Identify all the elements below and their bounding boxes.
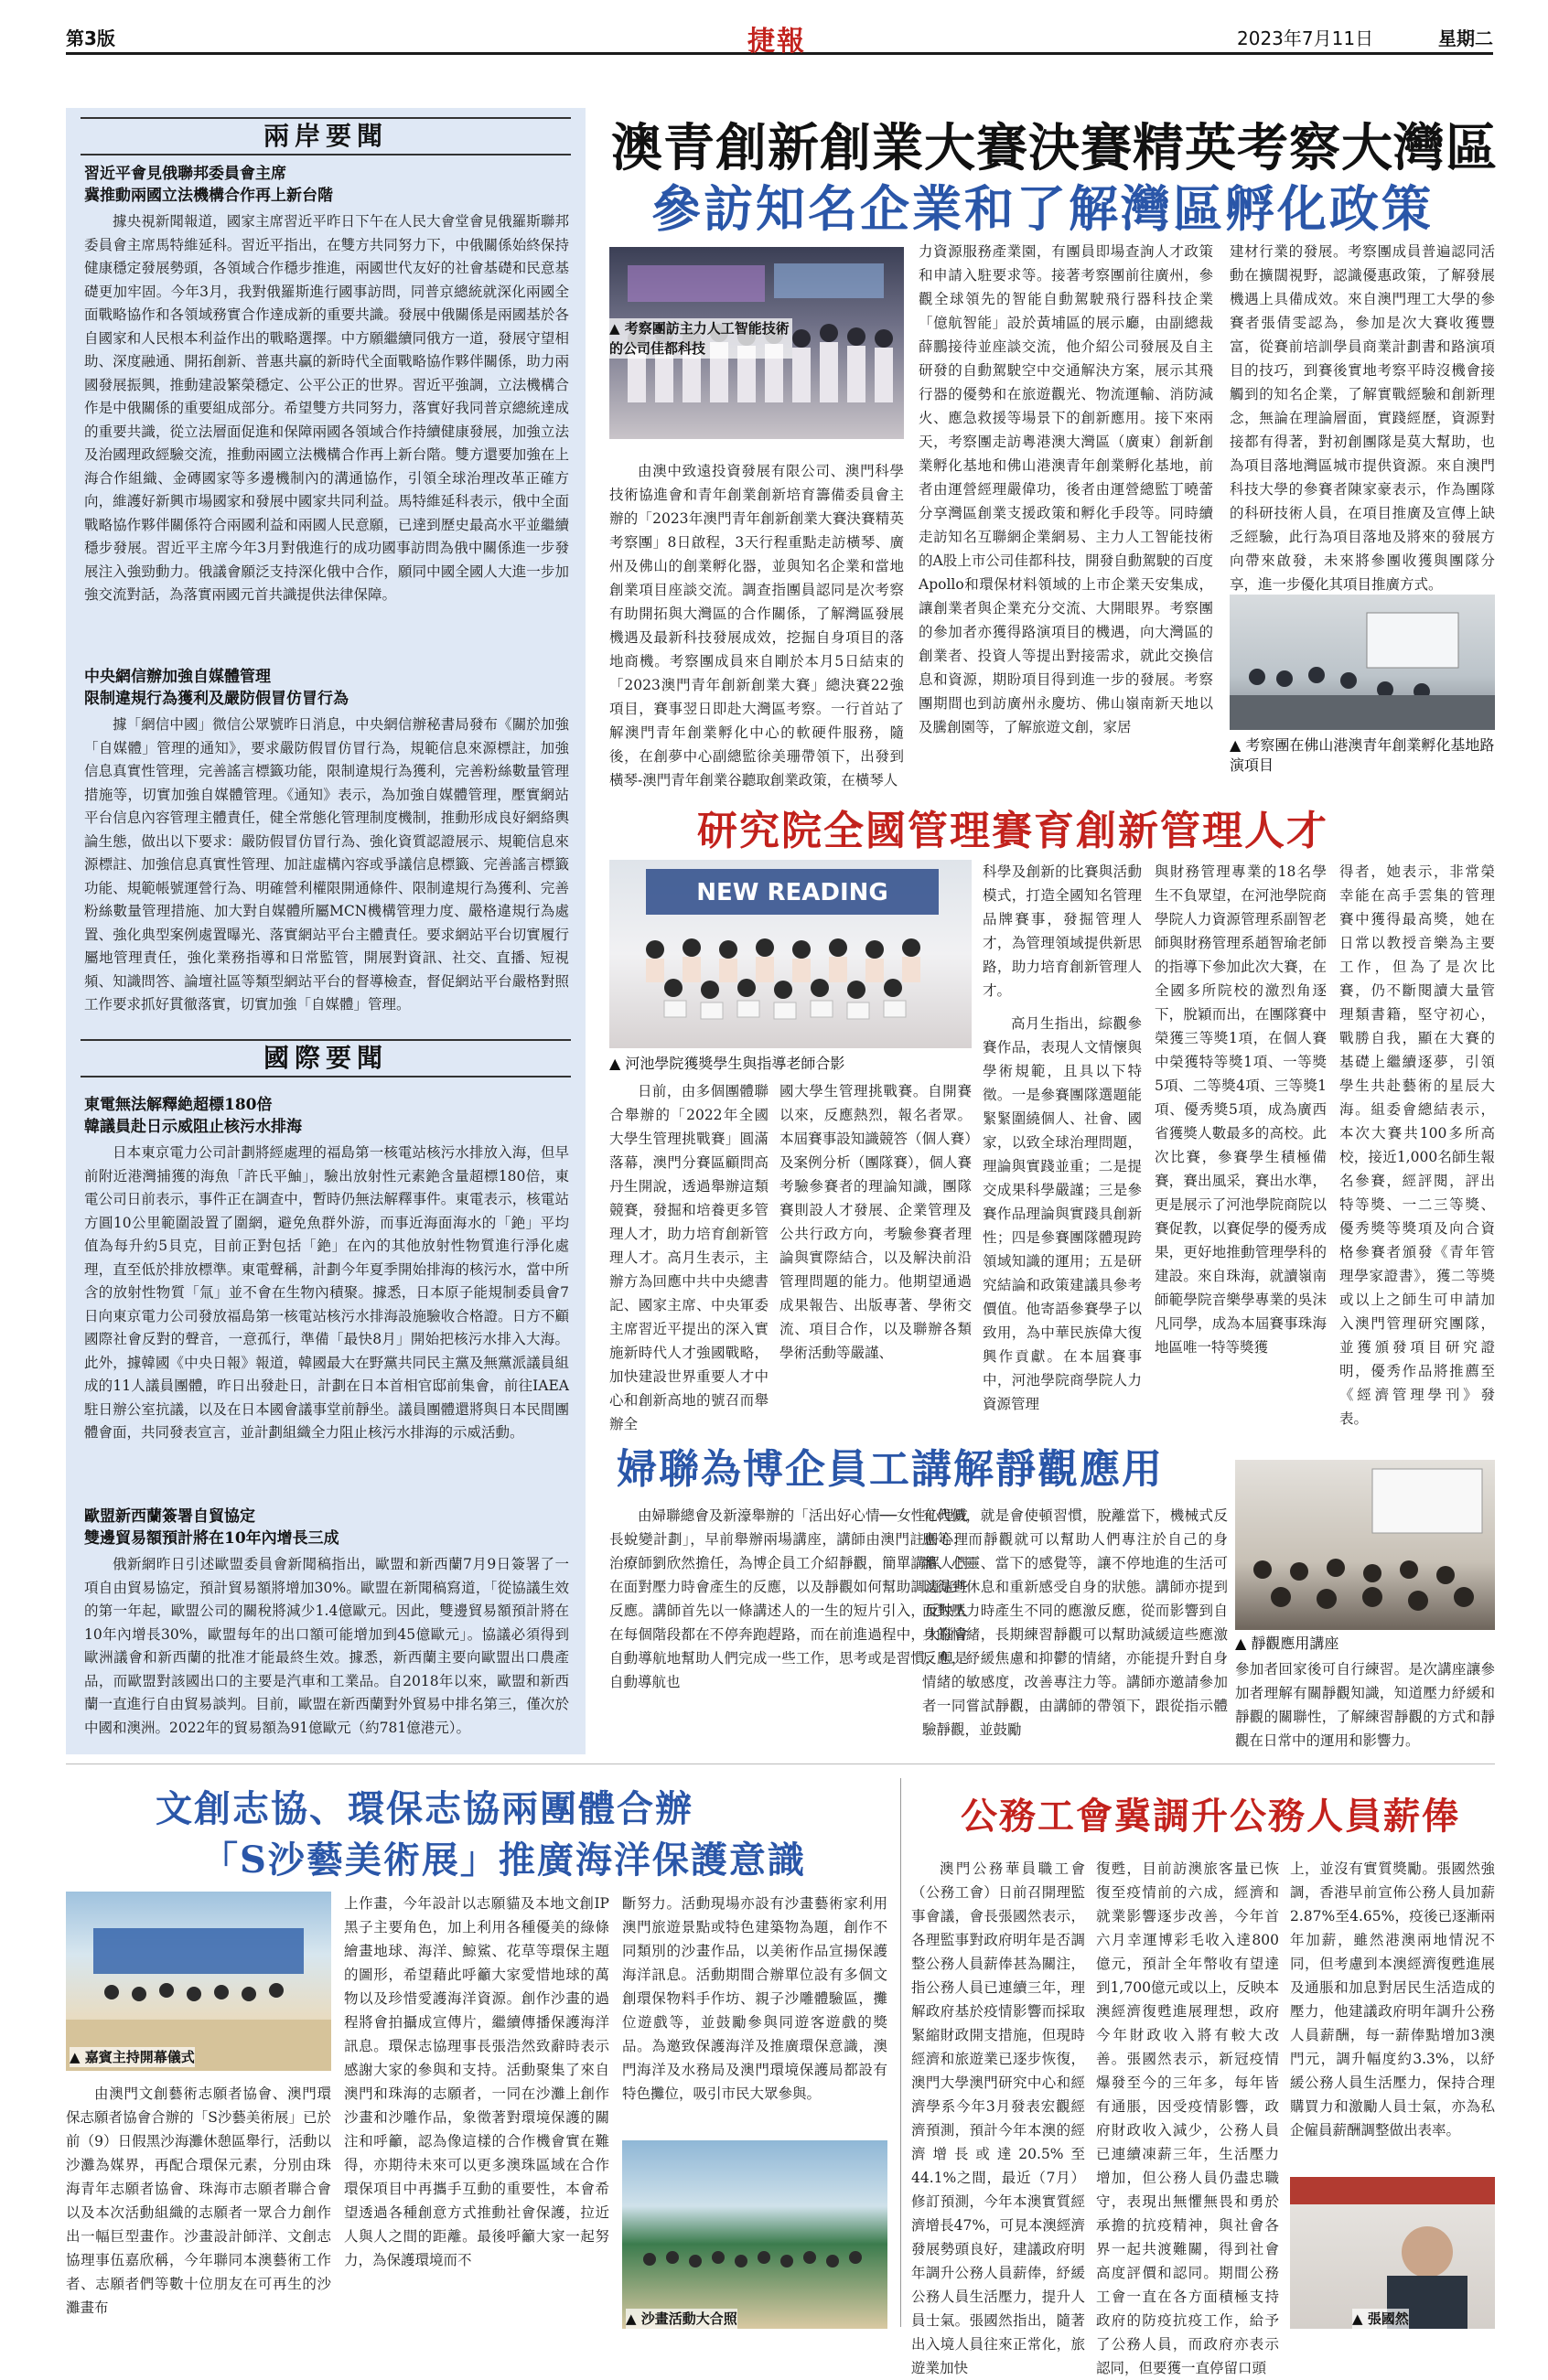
photo-graphic [66, 1892, 331, 2071]
article-main-col1: 由澳中致遠投資發展有限公司、澳門科學技術協進會和青年創業創新培育籌備委員會主辦的「2023年澳門青年創新創業大賽決賽精英考察團」8日啟程，3天行程重點走訪橫琴、廣州及佛山的創業孵化器，並與知名企業和當地創業項目座談交流。調查指團員認同是次考察有助開拓與大灣區的合作關係，了解灣區發展機遇及最新科技發展成效，挖掘自身項目的落地商機。考察團成員來自剛於本月5日結束的「2023澳門青年創新創業大賽」總決賽22強項目，賽事翌日即赴大灣區考察。一行首站了解澳門青年創業孵化中心的軟硬件服務，隨後，在創夢中心副總監徐美珊帶領下，出發到橫琴-澳門青年創業谷聽取創業政策，在橫琴人 [609, 463, 904, 788]
headline-line-1: 歐盟新西蘭簽署自貿協定 [84, 1507, 255, 1526]
photo-opening-ceremony [66, 1892, 331, 2071]
caption-delegation-visit: ▲ 考察團訪主力人工智能技術的公司佳都科技 [609, 318, 792, 359]
article-research-col1b: 日前，由多個團體聯合舉辦的「2022年全國大學生管理挑戰賽」圓滿落幕，澳門分賽區顧問高丹生開說，透過舉辦這類競賽，發掘和培養更多管理人才，助力培育創新管理人才。高月生表示，主辦方為回應中共中央總書記、國家主席、中央軍委主席習近平提出的深入實施新時代人才強國戰略，加快建設世界重要人才中心和創新高地的號召而舉辦全 [609, 1083, 769, 1432]
headline-fukushima [84, 1094, 569, 1138]
article-sand-col2: 上作畫，今年設計以志願貓及本地文創IP 黑子主要角色，加上利用各種優美的綠條繪畫地球、海洋、鯨鯊、花草等環保主題的圖形，希望藉此呼籲大家愛惜地球的萬物以及珍惜愛護海洋資源。創作沙畫的過程將會拍攝成宣傳片，繼續傳播保護海洋訊息。環保志協理事長張浩然致辭時表示感謝大家的參與和支持。活動聚集了來自澳門和珠海的志願者，一同在沙灘上創作沙畫和沙雕作品，象徵著對環境保護的關注和呼籲，認為像這樣的合作機會實在難得，亦期待未來可以更多澳珠區域在合作環保項目中再攜手互動的重要性，本會希望透過各種創意方式推動社會保護，拉近人與人之間的距離。最後呼籲大家一起努力，為保護環境而不 [344, 1895, 609, 2268]
article-womens-col1: 由婦聯總會及新濠舉辦的「活出好心情──女性心理成長蛻變計劃」，早前舉辦兩場講座，講師由澳門註冊心理治療師劉欣然擔任，為博企員工介紹靜觀，簡單講解人們在面對壓力時會產生的反應，以及靜觀如何幫助調適這些反應。講師首先以一條講述人的一生的短片引入，反映人在每個階段都在不停奔跑趕路，而在前進過程中，大腦會自動導航地幫助人們完成一些工作，思考或是習慣，但是自動導航也 [609, 1507, 968, 1690]
article-research-col1a: 科學及創新的比賽與活動模式，打造全國知名管理品牌賽事，發掘管理人才，為管理領域提供新思路，助力培育創新管理人才。 [983, 863, 1142, 999]
article-union-col3: 上，並沒有實質獎勵。張國然強調，香港早前宣佈公務人員加薪2.87%至4.65%，疫後已逐漸兩年加薪，雖然港澳兩地情況不同，但考慮到本澳經濟復甦進展及通脹和加息對居民生活造成的壓力，他建議政府明年調升公務人員薪酬，每一薪俸點增加3澳門元，調升幅度約3.3%，以紓緩公務人員生活壓力，保持合理購買力和激勵人員士氣，亦為私企僱員薪酬調整做出表率。 [1290, 1860, 1495, 2139]
page-number: 第3版 [66, 27, 115, 49]
headline-sand-art-line2: 「S沙藝美術展」推廣海洋保護意識 [201, 1839, 806, 1881]
photo-graphic [1230, 595, 1495, 730]
main-subheadline: 參訪知名企業和了解灣區孵化政策 [651, 179, 1434, 238]
photo-award-group [609, 860, 972, 1048]
caption-roadshow: ▲ 考察團在佛山港澳青年創業孵化基地路演項目 [1230, 736, 1495, 774]
article-sand-col1: 由澳門文創藝術志願者協會、澳門環保志願者協會合辦的「S沙藝美術展」已於前（9）日假黑沙海灘休憩區舉行，活動以沙灘為媒界，再配合環保元素，分別由珠海青年志願者協會、珠海市志願者聯合會以及本次活動組織的志願者一眾合力創作出一幅巨型畫作。沙畫設計師洋、文創志協理事伍嘉欣稱，今年聯同本澳藝術工作者、志願者們等數十位朋友在可再生的沙灘畫布 [66, 2085, 331, 2316]
photo-graphic [622, 2140, 887, 2329]
headline-research-institute: 研究院全國管理賽育創新管理人才 [697, 808, 1328, 854]
photo-portrait [1290, 2177, 1495, 2329]
masthead: 捷報 [747, 26, 806, 58]
article-research-col2b: 國大學生管理挑戰賽。自開賽以來，反應熱烈，報名者眾。本屆賽事設知識競答（個人賽）及案例分析（團隊賽），個人賽考驗參賽者的理論知識，團隊賽則設人才發展、企業管理及公共行政方向，考驗參賽者理論與實際結合，以及解決前沿管理問題的能力。他期望通過成果報告、出版專著、學術交流、項目合作，以及聯辦各類學術活動等嚴謹、 [779, 1083, 972, 1361]
article-main-col3: 建材行業的發展。考察團成員普遍認同活動在擴闊視野，認識優惠政策，了解發展機遇上具備成效。來自澳門理工大學的參賽者張倩雯認為，參加是次大賽收獲豐富，從賽前培訓學員商業計劃書和路演項目的技巧，到賽後實地考察平時沒機會接觸到的知名企業，了解實戰經驗和創新理念，無論在理論層面，實踐經歷，資源對接都有得著，對初創團隊是莫大幫助，也為項目落地灣區城市提供資源。來自澳門科技大學的參賽者陳家豪表示，作為團隊的科研技術人員，在項目推廣及宣傳上缺乏經驗，此行為項目落地及將來的發展方向帶來啟發，未來將參團收獲與團隊分享，進一步優化其項目推廣方式。 [1230, 243, 1495, 593]
issue-weekday: 星期二 [1438, 27, 1493, 49]
article-self-media: 據「網信中國」微信公眾號昨日消息，中央網信辦秘書局發布《關於加強「自媒體」管理的通知》，要求嚴防假冒仿冒行為，規範信息來源標註，加強信息真實性管理，完善謠言標籤功能，限制違規行為獲利，完善粉絲數量管理措施等，切實加強自媒體管理。《通知》表示，為加強自媒體管理，壓實網站平台信息內容管理主體責任，健全常態化管理制度機制，推動形成良好網絡輿論生態，做出以下要求：嚴防假冒仿冒行為、強化資質認證展示、規範信息來源標註、加強信息真實性管理、加註虛構內容或爭議信息標籤、完善謠言標籤功能、規範帳號運營行為、明確營利權限開通條件、限制違規行為獲利、完善粉絲數量管理措施、加大對自媒體所屬MCN機構管理力度、嚴格違規行為處置、強化典型案例處置曝光、落實網站平台主體責任。要求網站平台切實履行屬地管理責任，強化業務指導和日常監管，開展對資訊、社交、直播、短視頻、知識問答、論壇社區等類型網站平台的督導檢查，督促網站平台嚴格對照工作要求抓好貫徹落實，切實加強「自媒體」管理。 [84, 716, 569, 1013]
caption-opening-ceremony: ▲ 嘉賓主持開幕儀式 [70, 2049, 195, 2065]
article-womens-col3: 參加者回家後可自行練習。是次講座讓參加者理解有關靜觀知識，知道壓力紓緩和靜觀的關聯性，了解練習靜觀的方式和靜觀在日常中的運用和影響力。 [1235, 1661, 1495, 1749]
headline-sand-art-line1: 文創志協、環保志協兩團體合辦 [156, 1787, 693, 1830]
photo-graphic [1235, 1460, 1495, 1630]
article-union-col2: 復甦，目前訪澳旅客量已恢復至疫情前的六成，經濟和就業影響逐步改善，今年首六月幸運博彩毛收入達800億元，預計全年幣收有望達到1,700億元或以上，反映本澳經濟復甦進展理想，政府今年財政收入將有較大改善。張國然表示，新冠疫情爆發至今的三年多，每年皆有通脹，因受疫情影響，政府財政收入減少，公務人員已連續凍薪三年，生活壓力增加，但公務人員仍盡忠職守，表現出無懼無畏和勇於承擔的抗疫精神，與社會各界一起共渡難關，得到社會高度評價和認同。期間公務工會一直在各方面積極支持政府的防疫抗疫工作，給予了公務人員，而政府亦表示認同，但要獲一直停留口頭 [1096, 1860, 1279, 2376]
svg-text:NEW READING: NEW READING [696, 879, 888, 906]
caption-sand-art-group: ▲ 沙畫活動大合照 [626, 2310, 737, 2327]
article-union-col1: 澳門公務華員職工會（公務工會）日前召開理監事會議，會長張國然表示，各理監事對政府明年是否調整公務人員薪俸甚為關注，指公務人員已連續三年，理解政府基於疫情影響而採取緊縮財政開支措施，但現時經濟和旅遊業已逐步恢復，澳門大學澳門研究中心和經濟學系今年3月發表宏觀經濟預測，預計今年本澳的經濟增長或達20.5%至44.1%之間，最近（7月）修訂預測，今年本澳實質經濟增長47%，可見本澳經濟發展勢頭良好，建議政府明年調升公務人員薪俸，紓緩公務人員生活壓力，提升人員士氣。張國然指出，隨著出入境人員往來正常化，旅遊業加快 [911, 1860, 1085, 2376]
issue-date: 2023年7月11日 [1237, 27, 1374, 49]
headline-line-2: 韓議員赴日示威阻止核污水排海 [84, 1118, 302, 1136]
section-title-international: 國際要聞 [81, 1039, 571, 1077]
headline-line-2: 冀推動兩國立法機構合作再上新台階 [84, 187, 333, 205]
caption-award-group: ▲ 河池學院獲獎學生與指導老師合影 [609, 1055, 845, 1072]
photo-mindfulness-talk [1235, 1460, 1495, 1630]
photo-sand-art-group [622, 2140, 887, 2329]
page-header [66, 18, 1493, 58]
caption-portrait: ▲ 張國然 [1352, 2310, 1409, 2327]
headline-line-1: 習近平會見俄聯邦委員會主席 [84, 165, 286, 183]
main-headline: 澳青創新創業大賽決賽精英考察大灣區 [611, 118, 1498, 178]
article-research-col2a: 高月生指出，綜觀參賽作品，表現人文情懷與學術規範，且具以下特徵。一是參賽團隊選題能緊緊圍繞個人、社會、國家，以致全球治理問題，理論與實踐並重；二是提交成果科學嚴謹；三是參賽作品理論與實踐具創新性；四是參賽團隊體現跨領域知識的運用；五是研究結論和政策建議具參考價值。他寄語參賽學子以致用，為中華民族偉大復興作貢獻。在本屆賽事中，河池學院商學院人力資源管理 [983, 1015, 1142, 1412]
headline-line-1: 東電無法解釋絶超標180倍 [84, 1096, 273, 1114]
headline-line-2: 雙邊貿易額預計將在10年內增長三成 [84, 1529, 339, 1548]
column-divider [900, 1778, 901, 2327]
section-title-cross-strait: 兩岸要聞 [81, 117, 571, 155]
headline-line-2: 限制違規行為獲利及嚴防假冒仿冒行為 [84, 690, 349, 708]
photo-graphic [1290, 2177, 1495, 2329]
article-sand-col3: 斷努力。活動現場亦設有沙畫藝術家利用澳門旅遊景點或特色建築物為題，創作不同類別的沙畫作品，以美術作品宣揚保護海洋訊息。活動期間合辦單位設有多個文創環保物料手作坊、親子沙雕體驗區，攤位遊戲等，並鼓勵參與同遊客遊戲的獎品。為邀致保護海洋及推廣環保意識，澳門海洋及水務局及澳門環境保護局都設有特色攤位，吸引市民大眾參與。 [622, 1895, 887, 2102]
headline-eu-nz [84, 1506, 569, 1549]
article-fukushima: 日本東京電力公司計劃將經處理的福島第一核電站核污水排放入海，但早前附近港灣捕獲的海魚「許氏平鮋」，驗出放射性元素銫含量超標180倍，東電公司日前表示，事件正在調查中，暫時仍無法解釋事件。東電表示，核電站方圓10公里範圍設置了圍網，避免魚群外游，而事近海面海水的「銫」平均值為每升約5貝克，目前正對包括「銫」在內的其他放射性物質進行淨化處理，直至低於排放標準。東電聲稱，計劃今年夏季開始排海的核污水，當中所含的放射性物質「氚」並不會在生物內積聚。據悉，日本原子能規制委員會7日向東京電力公司發放福島第一核電站核污水排海設施驗收合格證。日方不顧國際社會反對的聲音，一意孤行，準備「最快8月」開始把核污水排入大海。此外，據韓國《中央日報》報道，韓國最大在野黨共同民主黨及無黨派議員組成的11人議員團體，昨日出發赴日，計劃在日本首相官邸前集會，前往IAEA駐日辦公室抗議，以及在日本國會議事堂前靜坐。議員團體還將與日本民間團體會面，共同發表宣言，並計劃組織全力阻止核污水排海的示威活動。 [84, 1144, 569, 1441]
article-xi-meeting: 據央視新聞報道，國家主席習近平昨日下午在人民大會堂會見俄羅斯聯邦委員會主席馬特維延科。習近平指出，在雙方共同努力下，中俄關係始終保持健康穩定發展勢頭，各領域合作穩步推進，兩國世代友好的社會基礎和民意基礎更加牢固。今年3月，我對俄羅斯進行國事訪問，同普京總統就深化兩國全面戰略協作和各領域務實合作達成新的重要共識。發展中俄關係是兩國基於各自國家和人民根本利益作出的戰略選擇。中方願繼續同俄方一道，發展守望相助、深度融通、開拓創新、普惠共贏的新時代全面戰略協作夥伴關係，助力兩國發展振興，推動建設繁榮穩定、公平公正的世界。習近平強調，立法機構合作是中俄關係的重要組成部分。希望雙方共同努力，落實好我同普京總統達成的重要共識，從立法層面促進和保障兩國各領域合作持續健康發展，加強立法及治國理政經驗交流，推動兩國立法機構合作再上新台階。雙方還要加強在上海合作組織、金磚國家等多邊機制內的溝通協作，引領全球治理改革正確方向，維護好新興市場國家和發展中國家共同利益。馬特維延科表示，俄中全面戰略協作夥伴關係符合兩國利益和兩國人民意願，已達到歷史最高水平並繼續穩步發展。習近平主席今年3月對俄進行的成功國事訪問為俄中關係進一步發展注入強勁動力。俄議會願泛支持深化俄中合作，願同中國全國人大進一步加強交流對話，為落實兩國元首共識提供法律保障。 [84, 213, 569, 603]
photo-roadshow [1230, 595, 1495, 730]
article-eu-nz: 俄新網昨日引述歐盟委員會新聞稿指出，歐盟和新西蘭7月9日簽署了一項自由貿易協定，預計貿易額將增加30%。歐盟在新聞稿寫道，「從協議生效的第一年起，歐盟公司的關稅將減少1.4億歐元。因此，雙邊貿易額預計將在10年內增長30%，歐盟每年的出口額可能增加到45億歐元」。協議必須得到歐洲議會和新西蘭的批准才能最終生效。據悉，新西蘭主要向歐盟出口農產品，而歐盟對該國出口的主要是汽車和工業品。自2018年以來，歐盟和新西蘭一直進行自由貿易談判。目前，歐盟在新西蘭對外貿易中排名第三，僅次於中國和澳洲。2022年的貿易額為91億歐元（約781億港元）。 [84, 1556, 569, 1736]
headline-womens-federation: 婦聯為博企員工講解靜觀應用 [617, 1446, 1164, 1493]
article-research-col3: 與財務管理專業的18名學生不負眾望，在河池學院商學院人力資源管理系副智老師與財務管理系趙智瑜老師的指導下參加此次大賽，在全國多所院校的激烈角逐下，脫穎而出，在團隊賽中榮獲三等獎1項，在個人賽中榮獲特等獎1項、一等獎5項、二等獎4項、三等獎1項、優秀獎5項，成為廣西省獲獎人數最多的高校。此次比賽，參賽學生積極備賽，賽出風采，賽出水準，更是展示了河池學院商院以賽促教，以賽促學的優秀成果，更好地推動管理學科的建設。來自珠海，就讀嶺南師範學院音樂學專業的吳沫凡同學，成為本屆賽事珠海地區唯一特等獎獲 [1155, 863, 1327, 1356]
headline-civil-union: 公務工會冀調升公務人員薪俸 [961, 1795, 1460, 1838]
caption-mindfulness-talk: ▲ 靜觀應用講座 [1235, 1635, 1339, 1652]
photo-graphic [609, 860, 972, 1048]
article-research-col4: 得者，她表示，非常榮幸能在高手雲集的管理賽中獲得最高獎，她在日常以教授音樂為主要工作，但為了是次比賽，仍不斷閱讀大量管理類書籍，堅守初心，戰勝自我，顯在大賽的基礎上繼續逐夢，引領學生共赴藝術的星辰大海。組委會總結表示，本次大賽共100多所高校，接近1,000名師生報名參賽，經評閱，評出特等獎、一二三等獎、優秀獎等獎項及向合資格參賽者頒發《青年管理學家證書》，獲二等獎或以上之師生可申請加入澳門管理研究團隊，並獲頒發項目研究證明，優秀作品將推薦至《經濟管理學刊》發表。 [1339, 863, 1495, 1427]
headline-xi-meeting [84, 163, 569, 207]
headline-self-media [84, 666, 569, 710]
headline-line-1: 中央網信辦加強自媒體管理 [84, 668, 271, 686]
article-main-col2: 力資源服務產業園，有團員即場查詢人才政策和申請入駐要求等。接著考察團前往廣州，參觀全球領先的智能自動駕駛飛行器科技企業「億航智能」設於黃埔區的展示廳，由副總裁薛鵬接待並座談交流，他介紹公司發展及自主研發的自動駕駛空中交通解決方案，展示其飛行器的優勢和在旅遊觀光、物流運輸、消防減火、應急救援等場景下的創新應用。接下來兩天，考察團走訪粵港澳大灣區（廣東）創新創業孵化基地和佛山港澳青年創業孵化基地，前者由運營經理嚴偉功，後者由運營總監丁曉蕾分享灣區創業支援政策和孵化手段等。同時續走訪知名互聯網企業網易、主力人工智能技術的A股上市公司佳都科技，開發自動駕駛的百度Apollo和環保材料領域的上市企業天安集成，讓創業者與企業充分交流、大開眼界。考察團的參加者亦獲得路演項目的機遇，向大灣區的創業者、投資人等提出對接需求，就此交換信息和資源，期盼項目得到進一步的發展。考察團期間也到訪廣州永慶坊、佛山嶺南新天地以及騰創園等，了解旅遊文創，家居 [919, 243, 1213, 735]
article-womens-col2: 有代價，就是會使頓習慣，脫離當下，機械式反應等；而靜觀就可以幫助人們專注於自己的身體、心靈、當下的感覺等，讓不停地進的生活可以得到休息和重新感受自身的狀態。講師亦提到面對壓力時產生不同的應激反應，從而影響到自身的情緒，長期練習靜觀可以幫助減緩這些應激反應，紓緩焦慮和抑鬱的情緒，亦能提升對自身情緒的敏感度，改善專注力等。講師亦邀請參加者一同嘗試靜觀，由講師的帶領下，跟從指示體驗靜觀，並鼓勵 [922, 1507, 1228, 1738]
